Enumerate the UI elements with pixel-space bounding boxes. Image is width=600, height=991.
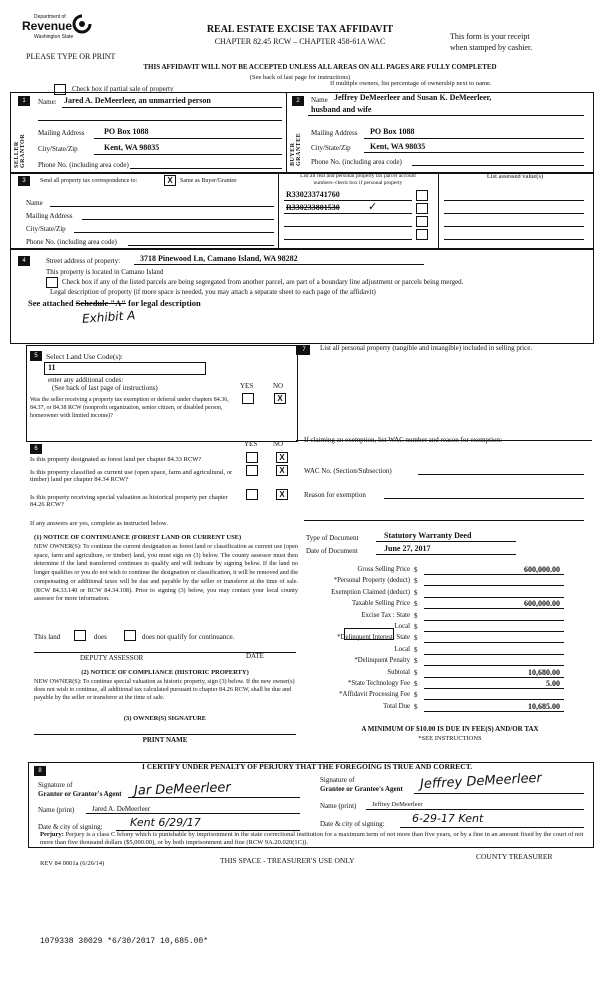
partial-sale-label: Check box if partial sale of property	[72, 85, 174, 93]
buyer-phone-label: Phone No. (including area code)	[311, 158, 402, 166]
see-attached-post: for legal description	[128, 298, 201, 308]
calc-row-line	[424, 688, 564, 689]
cashier-stamp: 1079338 30029 *6/30/2017 10,685.00*	[40, 937, 209, 946]
section-7-number: 7	[298, 345, 310, 355]
seller-name-label: Name:	[38, 98, 57, 106]
buyer-side-label: BUYER GRANTEE	[290, 132, 302, 166]
wac-label: WAC No. (Section/Subsection)	[304, 467, 392, 475]
parcel-1-personal-checkbox[interactable]	[416, 190, 428, 201]
section3-mailing-label: Mailing Address	[26, 212, 73, 220]
see-attached-legal	[28, 298, 201, 308]
deputy-assessor-label: DEPUTY ASSESSOR	[80, 654, 144, 662]
calc-row-line	[424, 699, 564, 700]
type-or-print: PLEASE TYPE OR PRINT	[26, 52, 116, 61]
section3-name-label: Name	[26, 199, 43, 207]
calc-row-currency: $	[414, 623, 418, 631]
parcel-2[interactable]: R330233801530	[286, 203, 340, 212]
does-label: does	[94, 633, 107, 641]
section-5-number: 5	[30, 351, 42, 361]
land-use-code-field[interactable]	[44, 362, 206, 375]
exemption-yes-checkbox[interactable]	[242, 393, 254, 404]
calc-row-line	[424, 597, 564, 598]
land-use-code: 11	[48, 363, 56, 372]
revenue-logo	[22, 14, 100, 50]
date-doc[interactable]: June 27, 2017	[384, 544, 431, 553]
does-not-checkbox[interactable]	[124, 630, 136, 641]
current-use-question: Is this property classified as current use (open space, farm and agricultural, or timber) land per chapter 84.34 RCW?	[30, 469, 233, 483]
calc-row-value[interactable]: 600,000.00	[524, 599, 560, 609]
exhibit-a-handwritten: Exhibit A	[81, 308, 136, 326]
grantee-name-label: Name (print)	[320, 802, 357, 810]
calc-row-line	[424, 677, 564, 678]
calc-row-line	[424, 631, 564, 632]
notice-compliance-body: NEW OWNER(S): To continue special valuation as historic property, sign (3) below. If the new owner(s) does not wish to continue, all additional tax calculated pursuant to chapter 84.26 RCW, shall be due and payable by the seller or transferor at the time of sale.	[34, 678, 295, 702]
calc-row-value[interactable]: 600,000.00	[524, 565, 560, 574]
calc-row-line	[424, 711, 564, 712]
grantor-date-label: Date & city of signing:	[38, 823, 103, 831]
parcel-2-note: ✓	[368, 200, 378, 213]
calc-row-label: *Personal Property (deduct)	[333, 577, 410, 585]
minimum-fee-note: A MINIMUM OF $10.00 IS DUE IN FEE(S) AND/OR TAX	[361, 725, 539, 733]
calc-row-label: *Delinquent Penalty	[354, 657, 410, 665]
seller-phone-label: Phone No. (including area code)	[38, 161, 129, 169]
calc-row-label: Local	[394, 623, 410, 630]
calc-row-currency: $	[414, 691, 418, 700]
seller-side-label: SELLER GRANTOR	[14, 133, 26, 168]
type-doc-label: Type of Document	[306, 534, 359, 542]
forest-land-no-checkbox[interactable]: X	[276, 452, 288, 463]
calc-row-label: *State Technology Fee	[347, 680, 410, 687]
calc-row-currency: $	[414, 600, 418, 609]
multiple-owners-note: If multiple owners, list percentage of ownership next to name.	[330, 80, 492, 87]
perjury-notice	[40, 831, 588, 847]
section6-no-header: NO	[273, 440, 284, 448]
grantor-name-label: Name (print)	[38, 806, 75, 814]
section6-yes-header: YES	[244, 440, 258, 448]
county-treasurer-label: COUNTY TREASURER	[476, 852, 553, 861]
personal-property-label: List all personal property (tangible and intangible) included in selling price.	[320, 344, 533, 352]
form-chapter: CHAPTER 82.45 RCW – CHAPTER 458-61A WAC	[214, 37, 386, 46]
parcel-header-2: numbers–check box if personal property	[313, 180, 403, 186]
calc-row-line	[424, 585, 564, 586]
parcel-header-1: List all real and personal property tax parcel account	[300, 173, 416, 179]
land-use-label: Select Land Use Code(s):	[46, 352, 123, 361]
buyer-name-line-2[interactable]: husband and wife	[311, 105, 372, 114]
forest-land-yes-checkbox[interactable]	[246, 452, 258, 463]
see-back-note: (See back of last page of instructions)	[52, 384, 158, 392]
calc-row-currency: $	[414, 611, 418, 620]
grantee-date-city[interactable]: 6-29-17 Kent	[412, 812, 484, 825]
street-label: Street address of property:	[46, 257, 121, 265]
historic-no-checkbox[interactable]: X	[276, 489, 288, 500]
see-attached-struck: Schedule "A"	[75, 298, 126, 308]
section5-no-header: NO	[273, 382, 284, 390]
segregated-checkbox[interactable]	[46, 277, 58, 288]
section-3-number: 3	[18, 176, 30, 186]
buyer-name-label: Name	[311, 96, 328, 104]
additional-codes-label: enter any additional codes:	[48, 376, 124, 384]
if-yes-note: If any answers are yes, complete as instructed below.	[30, 520, 168, 527]
same-as-buyer-label: Same as Buyer/Grantee	[180, 178, 237, 184]
revenue-swirl-icon	[72, 14, 92, 36]
calc-row-label: Total Due	[383, 702, 410, 710]
section5-yes-header: YES	[240, 382, 254, 390]
treasurer-use-label: THIS SPACE - TREASURER'S USE ONLY	[220, 856, 355, 865]
parcel-3-personal-checkbox[interactable]	[416, 216, 428, 227]
grantor-date-city[interactable]: Kent 6/29/17	[130, 816, 201, 829]
instructions-note: (See back of last page for instructions)	[249, 74, 351, 81]
grantor-sig-label-2: Grantor or Grantor's Agent	[38, 790, 122, 798]
historic-question: Is this property receiving special valuation as historical property per chapter 84.26 RCW?	[30, 494, 228, 508]
calc-row-line	[424, 665, 564, 666]
calc-row-line	[424, 608, 564, 609]
calc-row-line	[424, 574, 564, 575]
calc-row-label: Taxable Selling Price	[351, 600, 410, 608]
calc-row-line	[424, 642, 564, 643]
calc-row-currency: $	[414, 566, 418, 574]
same-as-buyer-checkbox[interactable]: X	[164, 175, 176, 186]
dept-name: Revenue	[22, 19, 73, 33]
street-address[interactable]: 3718 Pinewood Ln, Camano Island, WA 98282	[140, 254, 298, 263]
seller-name[interactable]: Jared A. DeMeerleer, an unmarried person	[64, 96, 211, 105]
does-not-label: does not qualify for continuance.	[142, 633, 235, 641]
current-use-no-checkbox[interactable]: X	[276, 465, 288, 476]
notice-compliance-title: (2) NOTICE OF COMPLIANCE (HISTORIC PROPERTY)	[81, 669, 249, 676]
owner-signature-label: (3) OWNER(S) SIGNATURE	[123, 715, 207, 722]
section-4-number: 4	[18, 256, 30, 266]
grantee-name[interactable]: Jeffrey DeMeerleer	[372, 801, 423, 808]
local-rate-box[interactable]	[344, 628, 394, 640]
deputy-date-label: DATE	[246, 652, 264, 660]
segregated-label: Check box if any of the listed parcels are being segregated from another parcel, are part of a boundary line adjustment or parcels being merged.	[62, 278, 464, 286]
calc-row-currency: $	[414, 668, 418, 677]
calc-row-currency: $	[414, 634, 418, 643]
calc-row-value[interactable]: 10,685.00	[528, 701, 560, 711]
see-attached-pre: See attached	[28, 298, 74, 308]
calc-row-label: Subtotal	[387, 668, 410, 676]
does-checkbox[interactable]	[74, 630, 86, 641]
seller-mailing-label: Mailing Address	[38, 129, 85, 137]
seller-mailing[interactable]: PO Box 1088	[104, 127, 149, 136]
buyer-name-line-1[interactable]: Jeffrey DeMeerleer and Susan K. DeMeerleer,	[334, 93, 492, 102]
calc-row-currency: $	[414, 588, 418, 597]
perjury-label: Perjury:	[40, 831, 64, 838]
receipt-line-2: when stamped by cashier.	[450, 43, 533, 52]
date-doc-label: Date of Document	[306, 547, 358, 555]
calc-row-label: Excise Tax : State	[361, 611, 410, 619]
calc-row-label: Gross Selling Price	[357, 566, 410, 573]
calc-row-value[interactable]: 5.00	[546, 679, 560, 688]
claim-exemption-label: If claiming an exemption, list WAC number and reason for exemption:	[304, 436, 502, 444]
acceptance-warning: THIS AFFIDAVIT WILL NOT BE ACCEPTED UNLESS ALL AREAS ON ALL PAGES ARE FULLY COMPLETED	[143, 63, 497, 71]
buyer-city-label: City/State/Zip	[311, 144, 351, 152]
section-2-number: 2	[292, 96, 304, 106]
calc-row-currency: $	[414, 680, 418, 688]
see-instructions-note: *SEE INSTRUCTIONS	[418, 735, 482, 742]
grantee-signature[interactable]: Jeffrey DeMeerleer	[419, 770, 543, 793]
parcel-2-personal-checkbox[interactable]	[416, 203, 428, 214]
revision-number: REV 84 0001a (6/26/14)	[40, 860, 105, 867]
calc-row-label: Exemption Claimed (deduct)	[331, 588, 410, 596]
grantee-date-label: Date & city of signing:	[320, 820, 385, 828]
calc-row-label: *Affidavit Processing Fee	[339, 691, 410, 699]
calc-row-label: *Delinquent Interest: State	[337, 634, 410, 642]
this-land-label: This land	[34, 633, 61, 641]
grantee-sig-label-2: Grantee or Grantee's Agent	[320, 785, 403, 793]
buyer-mailing[interactable]: PO Box 1088	[370, 127, 415, 136]
parcel-4-personal-checkbox[interactable]	[416, 229, 428, 240]
exemption-question: Was the seller receiving a property tax exemption or deferral under chapters 84.36, 84.37, or 84.38 RCW (nonprofit organization, senior citizen, or disabled person, homeowner with limited income)?	[30, 397, 229, 419]
calc-row-value[interactable]: 10,680.00	[528, 667, 560, 677]
legal-description-label: Legal description of property (if more space is needed, you may attach a separate sheet to each page of the affidavit)	[50, 288, 376, 296]
current-use-yes-checkbox[interactable]	[246, 465, 258, 476]
notice-continuance-title: (1) NOTICE OF CONTINUANCE (FOREST LAND OR CURRENT USE)	[34, 534, 242, 541]
section3-city-label: City/State/Zip	[26, 225, 66, 233]
receipt-line-1: This form is your receipt	[450, 32, 530, 41]
grantee-sig-label-1: Signature of	[320, 776, 355, 784]
calc-row-currency: $	[414, 702, 418, 711]
exemption-no-checkbox[interactable]: X	[274, 393, 286, 404]
grantor-signature[interactable]: Jar DeMeerleer	[133, 780, 232, 799]
section-6-number: 6	[30, 444, 42, 454]
section-8-number: 8	[34, 766, 46, 776]
buyer-city[interactable]: Kent, WA 98035	[370, 142, 426, 151]
type-doc[interactable]: Statutory Warranty Deed	[384, 531, 472, 540]
historic-yes-checkbox[interactable]	[246, 489, 258, 500]
assessed-header: List assessed value(s)	[486, 173, 544, 180]
calc-row-line	[424, 654, 564, 655]
seller-city[interactable]: Kent, WA 98035	[104, 143, 160, 152]
grantor-sig-label-1: Signature of	[38, 781, 73, 789]
buyer-mailing-label: Mailing Address	[311, 129, 358, 137]
forest-land-question: Is this property designated as forest land per chapter 84.33 RCW?	[30, 456, 202, 463]
dept-small-label: Department of	[34, 14, 66, 20]
calc-row-currency: $	[414, 645, 418, 654]
notice-continuance-body: NEW OWNER(S): To continue the current designation as forest land or classification as current use (open space, farm and agriculture, or timber) land, you must sign on (3) below. The county assessor must then determine if the land transferred continues to qualify and will indicate by signing below. If the land no longer qualifies or you do not wish to continue the designation or classification, it will be removed and the compensating or additional taxes will be due and payable by the seller or transferor at the time of sale. (RCW 84.33.140 or RCW 84.34.108). Prior to signing (3) below, you may contact your local county assessor for more information.	[34, 543, 298, 603]
seller-city-label: City/State/Zip	[38, 145, 78, 153]
certify-statement: I CERTIFY UNDER PENALTY OF PERJURY THAT THE FOREGOING IS TRUE AND CORRECT.	[142, 762, 473, 771]
form-title: REAL ESTATE EXCISE TAX AFFIDAVIT	[206, 24, 394, 35]
grantor-name[interactable]: Jared A. DeMeerleer	[92, 805, 151, 813]
calc-row-currency: $	[414, 657, 418, 666]
calc-row-currency: $	[414, 577, 418, 586]
print-name-label: PRINT NAME	[142, 736, 188, 744]
section-1-number: 1	[18, 96, 30, 106]
calc-row-line	[424, 620, 564, 621]
send-correspondence-label: Send all property tax correspondence to:	[40, 178, 138, 184]
section3-phone-label: Phone No. (including area code)	[26, 238, 117, 246]
dept-state: Washington State	[34, 34, 74, 40]
reason-label: Reason for exemption	[304, 491, 366, 499]
parcel-1[interactable]: R330233741760	[286, 190, 340, 199]
perjury-text: Perjury is a class C felony which is punishable by imprisonment in the state correctional institution for a maximum term of not more than five years, or by a fine in an amount fixed by the court of not more than five thousand dollars ($5,000.00), or by both imprisonment and fine (RCW 9A.20.020(1C)).	[40, 831, 584, 846]
property-location: This property is located in Camano Island	[46, 268, 164, 276]
calc-row-label: Local	[394, 645, 410, 653]
